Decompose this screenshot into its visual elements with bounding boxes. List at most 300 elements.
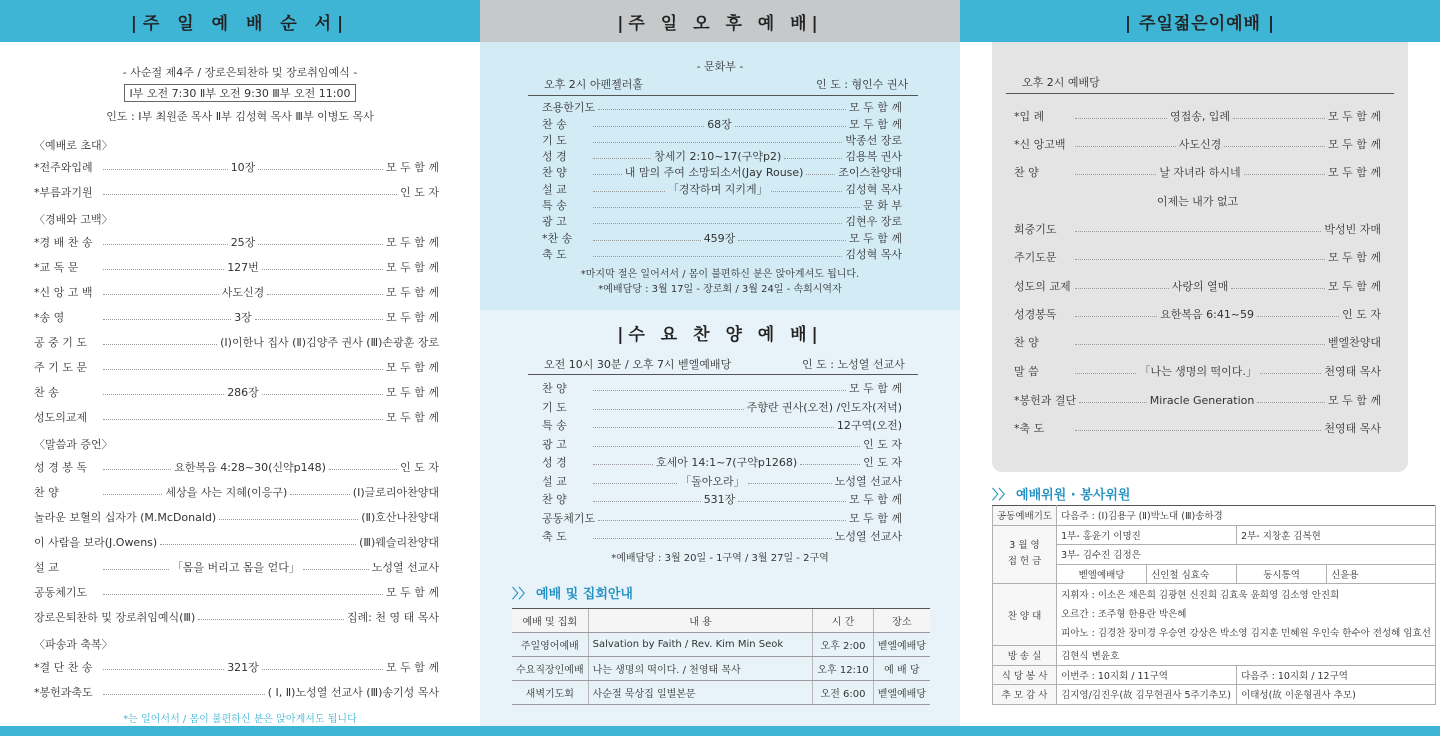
order-right: 노성열 선교사 [371, 561, 439, 574]
order-row [542, 512, 902, 526]
order-row [542, 199, 902, 213]
section-sending-blessing: 〈파송과 축복〉 [34, 638, 113, 651]
order-right: 인 도 자 [863, 456, 902, 469]
order-label: 기 도 [542, 401, 567, 414]
leader-dots [1079, 402, 1147, 403]
order-label: *봉헌과 결단 [1014, 394, 1077, 407]
order-label: 성경봉독 [1014, 308, 1057, 321]
order-row [1014, 251, 1381, 265]
order-right: (Ⅰ)이한나 집사 (Ⅱ)김양주 권사 (Ⅲ)손광훈 장로 [220, 336, 439, 349]
order-label: *축 도 [1014, 422, 1045, 435]
afternoon-note-1: *마지막 절은 일어서서 / 몸이 불편하신 분은 앉아계셔도 됩니다. [580, 269, 860, 280]
table-cell: 피아노 : 김경찬 장미경 우승연 강상은 박소영 김지훈 민혜원 우인숙 한수아 전성혜 임효선 [1061, 628, 1431, 639]
leader-dots [1075, 344, 1325, 345]
order-content: 68장 [707, 118, 732, 131]
order-label: 말 씀 [1014, 365, 1039, 378]
order-right: 모 두 함 께 [386, 411, 439, 424]
table-cell: 다음주 : 10지회 / 12구역 [1237, 665, 1436, 685]
order-label: *신 앙 고 백 [34, 286, 93, 299]
order-row [34, 286, 439, 300]
table-cell: 오후 12:10 [813, 657, 873, 681]
order-content: 사랑의 열매 [1171, 280, 1229, 293]
order-label: *봉헌과축도 [34, 686, 93, 699]
order-label: *찬 송 [542, 232, 573, 245]
order-label: *입 례 [1014, 110, 1045, 123]
leader-dots [800, 464, 860, 465]
leader-dots [103, 169, 228, 170]
order-row [542, 183, 902, 197]
order-row [542, 401, 902, 415]
leader-dots [258, 244, 383, 245]
leader-dots [593, 207, 860, 208]
wednesday-rule [528, 374, 918, 375]
leader-dots [267, 294, 383, 295]
table-cell: 사순절 묵상집 일별본문 [588, 681, 813, 705]
order-right: 인 도 자 [1342, 308, 1381, 321]
order-label: 공 중 기 도 [34, 336, 87, 349]
order-row [34, 511, 439, 525]
leader-dots [593, 191, 665, 192]
order-content: 요한복음 4:28~30(신약p148) [174, 461, 326, 474]
leader-dots [103, 594, 383, 595]
table-cell: 주일영어예배 [512, 633, 588, 657]
order-label: 성 경 [542, 456, 567, 469]
order-right: 모 두 함 께 [386, 661, 439, 674]
table-row [993, 646, 1436, 666]
leader-dots [771, 191, 843, 192]
order-right: 모 두 함 께 [849, 493, 902, 506]
table-cell: Salvation by Faith / Rev. Kim Min Seok [588, 633, 813, 657]
order-right: 김성혁 목사 [845, 248, 902, 261]
section-word-testimony: 〈말씀과 증언〉 [34, 438, 113, 451]
order-row [542, 382, 902, 396]
order-row [542, 101, 902, 115]
table-row [512, 633, 930, 657]
order-label: 찬 양 [542, 493, 567, 506]
order-content: 459장 [703, 232, 736, 245]
order-row [542, 134, 902, 148]
row-label: 공동예배기도 [993, 506, 1057, 526]
order-label: 찬 양 [34, 486, 59, 499]
service-subtitle: - 사순절 제4주 / 장로은퇴찬하 및 장로취임예식 - [122, 66, 358, 79]
order-content: 세상을 사는 지혜(이응구) [165, 486, 288, 499]
order-content: 127번 [227, 261, 259, 274]
order-label: 설 교 [542, 475, 567, 488]
order-label: *부름과기원 [34, 186, 93, 199]
leader-dots [329, 469, 397, 470]
order-right: 모 두 함 께 [849, 118, 902, 131]
table-row [993, 545, 1436, 565]
leader-dots [262, 269, 383, 270]
order-content: 놀라운 보혈의 십자가 (M.McDonald) [34, 511, 217, 524]
order-label: 특 송 [542, 199, 567, 212]
table-cell: 2부- 지창훈 김복현 [1237, 525, 1436, 545]
order-content: 25장 [230, 236, 256, 249]
order-right: 모 두 함 께 [849, 382, 902, 395]
order-right: 모 두 함 께 [386, 161, 439, 174]
afternoon-note-2: *예배담당 : 3월 17일 - 장로회 / 3월 24일 - 속회시역자 [598, 284, 842, 295]
order-row [34, 236, 439, 250]
wednesday-service-title: |수 요 찬 양 예 배| [617, 324, 823, 345]
leader-dots [1231, 288, 1325, 289]
order-content: 요한복음 6:41~59 [1160, 308, 1255, 321]
table-cell: 1부- 홍윤기 이명진 [1057, 525, 1237, 545]
afternoon-leader: 인 도 : 형인수 권사 [816, 78, 909, 91]
table-cell: 예 배 당 [873, 657, 930, 681]
table-row [512, 681, 930, 705]
leader-dots [1257, 316, 1339, 317]
order-right: 천영태 목사 [1324, 365, 1381, 378]
bottom-bar [0, 726, 1440, 736]
table-row [993, 506, 1436, 526]
order-row [34, 311, 439, 325]
leader-dots [103, 194, 397, 195]
leader-dots [255, 319, 383, 320]
order-label: 찬 송 [34, 386, 59, 399]
order-right: 조이스찬양대 [838, 166, 902, 179]
order-right: ( Ⅰ, Ⅱ)노성열 선교사 (Ⅲ)송기성 목사 [267, 686, 439, 699]
leader-dots [738, 240, 846, 241]
leader-dots [1075, 174, 1156, 175]
leader-dots [160, 544, 356, 545]
meetings-heading: 〉〉 예배 및 집회안내 [512, 587, 633, 602]
order-row [34, 161, 439, 175]
order-label: 찬 양 [1014, 166, 1039, 179]
leader-dots [1224, 146, 1325, 147]
order-right: 벧엘찬양대 [1327, 336, 1381, 349]
order-label: 공동체기도 [34, 586, 88, 599]
service-leaders: 인도 : Ⅰ부 최원준 목사 Ⅱ부 김성혁 목사 Ⅲ부 이병도 목사 [106, 110, 374, 123]
row-label: 찬 양 대 [993, 584, 1057, 646]
table-cell: 다음주 : (Ⅰ)김용구 (Ⅱ)박노대 (Ⅲ)송하경 [1057, 506, 1436, 526]
order-label: 광 고 [542, 215, 567, 228]
leader-dots [593, 158, 651, 159]
order-label: 축 도 [542, 530, 567, 543]
leader-dots [103, 369, 383, 370]
order-label: 성 경 봉 독 [34, 461, 87, 474]
table-cell: 지휘자 : 이소은 채은희 김광현 신진희 김효욱 윤희영 김소영 안진희 [1061, 590, 1340, 601]
leader-dots [1257, 402, 1325, 403]
leader-dots [738, 501, 846, 502]
table-row [993, 525, 1436, 545]
youth-time: 오후 2시 예배당 [1022, 76, 1100, 89]
main-service-column [0, 0, 480, 726]
order-label: *신 앙고백 [1014, 138, 1066, 151]
order-label: 찬 양 [542, 166, 567, 179]
order-row [542, 530, 902, 544]
leader-dots [103, 244, 228, 245]
order-right: 12구역(오전) [836, 419, 902, 432]
order-label: 장로은퇴찬하 및 장로취임예식(Ⅲ) [34, 611, 196, 624]
leader-dots [258, 169, 383, 170]
order-content: 「경작하며 지키게」 [667, 183, 768, 196]
order-row [1014, 223, 1381, 237]
table-row [993, 685, 1436, 705]
leader-dots [103, 569, 169, 570]
service-times: Ⅰ부 오전 7:30 Ⅱ부 오전 9:30 Ⅲ부 오전 11:00 [124, 84, 357, 102]
order-content: 날 자녀라 하시네 [1159, 166, 1241, 179]
row-label: 식 당 봉 사 [993, 665, 1057, 685]
leader-dots [303, 569, 369, 570]
order-label: 축 도 [542, 248, 567, 261]
leader-dots [735, 126, 846, 127]
leader-dots [103, 269, 224, 270]
order-row [1014, 422, 1381, 436]
order-row [34, 586, 439, 600]
meetings-col-header: 시 간 [813, 609, 873, 633]
leader-dots [593, 538, 832, 539]
leader-dots [593, 142, 842, 143]
order-label: 주 기 도 문 [34, 361, 87, 374]
leader-dots [593, 409, 744, 410]
leader-dots [1075, 316, 1157, 317]
order-row [542, 150, 902, 164]
order-row [34, 661, 439, 675]
table-cell: 벧엘예배당 [1057, 564, 1147, 584]
order-right: 모 두 함 께 [849, 101, 902, 114]
table-row [993, 584, 1436, 646]
table-row [993, 665, 1436, 685]
table-cell: 새벽기도회 [512, 681, 588, 705]
order-row [34, 186, 439, 200]
row-label: 3 월 영 접 헌 금 [993, 525, 1057, 584]
leader-dots [103, 344, 217, 345]
leader-dots [219, 519, 358, 520]
order-label: 찬 송 [542, 118, 567, 131]
order-right: 김성혁 목사 [845, 183, 902, 196]
meetings-table [512, 608, 930, 705]
meetings-col-header: 장소 [873, 609, 930, 633]
order-row [542, 232, 902, 246]
leader-dots [593, 464, 653, 465]
leader-dots [598, 109, 846, 110]
leader-dots [593, 256, 842, 257]
order-label: *결 단 찬 송 [34, 661, 93, 674]
order-label: 광 고 [542, 438, 567, 451]
order-label: 성 경 [542, 150, 567, 163]
order-label: *전주와입례 [34, 161, 93, 174]
order-right: 모 두 함 께 [386, 311, 439, 324]
standing-note: *는 일어서서 / 몸이 불편하신 분은 앉아계셔도 됩니다 [123, 714, 357, 725]
order-center: 이제는 내가 없고 [1156, 195, 1239, 208]
order-row [1014, 195, 1381, 209]
leader-dots [1075, 118, 1167, 119]
afternoon-dept: - 문화부 - [696, 60, 744, 73]
order-label: 특 송 [542, 419, 567, 432]
order-content: 「나는 생명의 떡이다.」 [1139, 365, 1257, 378]
order-label: 설 교 [542, 183, 567, 196]
leader-dots [748, 483, 832, 484]
order-content: 10장 [230, 161, 256, 174]
leader-dots [593, 446, 860, 447]
meetings-col-header: 내 용 [588, 609, 813, 633]
order-row [542, 456, 902, 470]
table-cell: 오후 2:00 [813, 633, 873, 657]
order-content: 531장 [703, 493, 736, 506]
order-right: 집례: 천 영 태 목사 [346, 611, 439, 624]
order-row [542, 248, 902, 262]
order-row [34, 461, 439, 475]
leader-dots [593, 240, 701, 241]
order-right: 모 두 함 께 [1328, 110, 1381, 123]
order-row [1014, 110, 1381, 124]
order-content: 이 사람을 보라(J.Owens) [34, 536, 158, 549]
order-right: 모 두 함 께 [386, 361, 439, 374]
table-cell: 동시통역 [1237, 564, 1327, 584]
order-right: 문 화 부 [863, 199, 902, 212]
order-row [1014, 394, 1381, 408]
order-right: 인 도 자 [400, 186, 439, 199]
leader-dots [103, 394, 224, 395]
leader-dots [1075, 288, 1169, 289]
order-content: 321장 [227, 661, 259, 674]
leader-dots [593, 390, 846, 391]
order-right: 모 두 함 께 [1328, 251, 1381, 264]
order-row [34, 411, 439, 425]
leader-dots [598, 520, 846, 521]
leader-dots [1075, 146, 1176, 147]
wednesday-leader: 인 도 : 노성열 선교사 [802, 358, 905, 371]
order-label: 성도의 교제 [1014, 280, 1071, 293]
table-cell: 이번주 : 10지회 / 11구역 [1057, 665, 1237, 685]
order-row [1014, 308, 1381, 322]
order-content: 내 맘의 주여 소망되소서(Jay Rouse) [624, 166, 804, 179]
row-label: 추 모 감 사 [993, 685, 1057, 705]
leader-dots [1260, 373, 1321, 374]
order-label: *송 영 [34, 311, 65, 324]
order-right: 모 두 함 께 [386, 386, 439, 399]
order-label: 설 교 [34, 561, 59, 574]
order-right: 모 두 함 께 [1328, 280, 1381, 293]
order-row [34, 686, 439, 700]
order-row [1014, 138, 1381, 152]
table-cell: 벧엘예배당 [873, 633, 930, 657]
order-row [34, 561, 439, 575]
order-content: 3장 [234, 311, 252, 324]
main-service-title: |주 일 예 배 순 서| [0, 0, 480, 42]
order-right: 인 도 자 [863, 438, 902, 451]
order-right: 노성열 선교사 [834, 475, 902, 488]
order-row [542, 438, 902, 452]
order-right: 모 두 함 께 [849, 512, 902, 525]
leader-dots [198, 619, 344, 620]
order-right: 천영태 목사 [1324, 422, 1381, 435]
order-right: 모 두 함 께 [386, 236, 439, 249]
wednesday-note: *예배담당 : 3월 20일 - 1구역 / 3월 27일 - 2구역 [611, 553, 829, 564]
afternoon-rule [528, 95, 918, 96]
meetings-header-row [512, 609, 930, 633]
leader-dots [262, 669, 383, 670]
order-row [542, 118, 902, 132]
leader-dots [103, 469, 171, 470]
table-cell: 오전 6:00 [813, 681, 873, 705]
order-right: 김용복 권사 [845, 150, 902, 163]
order-right: 모 두 함 께 [386, 586, 439, 599]
order-row [34, 536, 439, 550]
order-content: 호세아 14:1~7(구약p1268) [656, 456, 798, 469]
order-row [1014, 336, 1381, 350]
order-label: 공동체기도 [542, 512, 596, 525]
order-label: 찬 양 [1014, 336, 1039, 349]
wednesday-time: 오전 10시 30분 / 오후 7시 벧엘예배당 [544, 358, 732, 371]
order-right: 주향란 권사(오전) /인도자(저녁) [746, 401, 902, 414]
order-row [34, 261, 439, 275]
order-row [1014, 166, 1381, 180]
order-content: 사도신경 [1178, 138, 1222, 151]
row-label: 방 송 실 [993, 646, 1057, 666]
leader-dots [593, 126, 704, 127]
order-row [542, 215, 902, 229]
order-right: (Ⅰ)글로리아찬양대 [352, 486, 439, 499]
table-cell: 이태성(故 이운형권사 추모) [1237, 685, 1436, 705]
committee-table [992, 505, 1436, 705]
order-right: 모 두 함 께 [386, 286, 439, 299]
order-row [542, 475, 902, 489]
table-cell: 김현식 변윤호 [1057, 646, 1436, 666]
order-content: 창세기 2:10~17(구약p2) [654, 150, 782, 163]
order-row [34, 486, 439, 500]
leader-dots [1075, 259, 1325, 260]
leader-dots [1075, 430, 1321, 431]
table-cell: 나는 생명의 떡이다. / 천영태 목사 [588, 657, 813, 681]
order-row [34, 386, 439, 400]
leader-dots [593, 501, 701, 502]
order-row [542, 419, 902, 433]
youth-service-title: | 주일젊은이예배 | [960, 0, 1440, 42]
order-row [34, 611, 439, 625]
order-label: 조용한기도 [542, 101, 596, 114]
order-label: 주기도문 [1014, 251, 1057, 264]
leader-dots [262, 394, 383, 395]
table-cell: 신인철 심효숙 [1147, 564, 1237, 584]
order-right: 박성빈 자매 [1324, 223, 1381, 236]
section-invitation: 〈예배로 초대〉 [34, 139, 113, 152]
order-label: 회중기도 [1014, 223, 1057, 236]
table-row [512, 657, 930, 681]
order-right: 모 두 함 께 [1328, 394, 1381, 407]
table-cell: 신윤용 [1327, 564, 1436, 584]
youth-rule [1006, 93, 1394, 94]
leader-dots [103, 319, 231, 320]
committee-heading: 〉〉 예배위원 · 봉사위원 [992, 488, 1131, 503]
leader-dots [103, 494, 162, 495]
order-right: 모 두 함 께 [1328, 138, 1381, 151]
order-label: *경 배 찬 송 [34, 236, 93, 249]
order-right: (Ⅲ)웨슬리찬양대 [359, 536, 439, 549]
order-content: 영접송, 입례 [1169, 110, 1231, 123]
table-row [993, 564, 1436, 584]
order-right: (Ⅱ)호산나찬양대 [361, 511, 439, 524]
order-label: 성도의교제 [34, 411, 88, 424]
order-right: 모 두 함 께 [849, 232, 902, 245]
order-content: 286장 [227, 386, 259, 399]
order-label: *교 독 문 [34, 261, 79, 274]
leader-dots [103, 694, 265, 695]
order-row [1014, 365, 1381, 379]
order-label: 찬 양 [542, 382, 567, 395]
table-cell: 벧엘예배당 [873, 681, 930, 705]
order-content: Miracle Generation [1149, 394, 1255, 407]
leader-dots [593, 174, 622, 175]
leader-dots [593, 427, 834, 428]
afternoon-service-title: |주 일 오 후 예 배| [480, 0, 960, 42]
table-cell: 오르간 : 조주형 한용란 박은혜 [1061, 609, 1187, 620]
order-label: 기 도 [542, 134, 567, 147]
order-row [1014, 280, 1381, 294]
order-right: 인 도 자 [400, 461, 439, 474]
leader-dots [103, 669, 224, 670]
section-worship-confession: 〈경배와 고백〉 [34, 213, 113, 226]
